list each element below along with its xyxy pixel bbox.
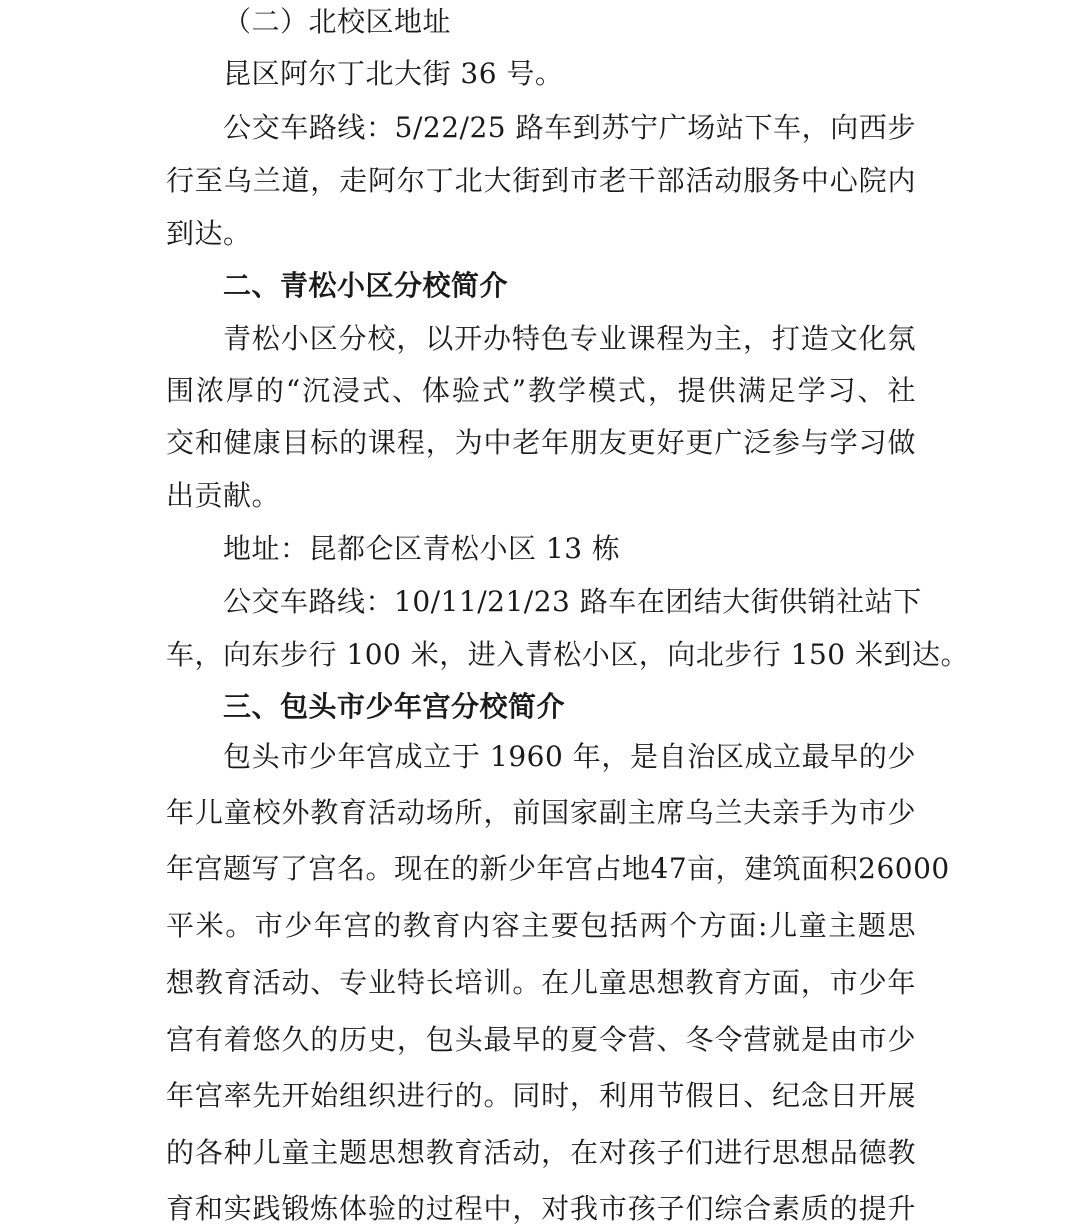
paragraph-line: 年儿童校外教育活动场所，前国家副主席乌兰夫亲手为市少: [166, 796, 916, 829]
paragraph-line: 平米。市少年宫的教育内容主要包括两个方面:儿童主题思: [166, 909, 916, 942]
paragraph-line: 想教育活动、专业特长培训。在儿童思想教育方面，市少年: [166, 966, 916, 999]
paragraph-line: 公交车路线：10/11/21/23 路车在团结大街供销社站下: [223, 585, 922, 618]
subheading-north-campus: （二）北校区地址: [223, 5, 452, 38]
paragraph-line: 宫有着悠久的历史，包头最早的夏令营、冬令营就是由市少: [166, 1023, 916, 1056]
section-heading-youth-palace: 三、包头市少年宫分校简介: [223, 690, 566, 723]
paragraph-line: 青松小区分校，以开办特色专业课程为主，打造文化氛: [223, 322, 916, 355]
paragraph-line: 包头市少年宫成立于 1960 年，是自治区成立最早的少: [223, 740, 916, 773]
paragraph-line: 交和健康目标的课程，为中老年朋友更好更广泛参与学习做: [166, 426, 916, 459]
paragraph-line: 围浓厚的“沉浸式、体验式”教学模式，提供满足学习、社: [166, 374, 916, 407]
paragraph-line: 出贡献。: [166, 479, 281, 512]
paragraph-line: 地址：昆都仑区青松小区 13 栋: [223, 532, 621, 565]
paragraph-line: 年宫题写了宫名。现在的新少年宫占地47亩，建筑面积26000: [166, 852, 950, 885]
paragraph-line: 育和实践锻炼体验的过程中，对我市孩子们综合素质的提升: [166, 1192, 916, 1225]
paragraph-line: 行至乌兰道，走阿尔丁北大街到市老干部活动服务中心院内: [166, 164, 916, 197]
section-heading-qingsong: 二、青松小区分校简介: [223, 269, 509, 302]
paragraph-line: 到达。: [166, 217, 252, 250]
paragraph-line: 公交车路线：5/22/25 路车到苏宁广场站下车，向西步: [223, 111, 916, 144]
paragraph-line: 的各种儿童主题思想教育活动，在对孩子们进行思想品德教: [166, 1136, 916, 1169]
paragraph-line: 昆区阿尔丁北大街 36 号。: [223, 57, 564, 90]
paragraph-line: 车，向东步行 100 米，进入青松小区，向北步行 150 米到达。: [166, 638, 969, 671]
paragraph-line: 年宫率先开始组织进行的。同时，利用节假日、纪念日开展: [166, 1079, 916, 1112]
